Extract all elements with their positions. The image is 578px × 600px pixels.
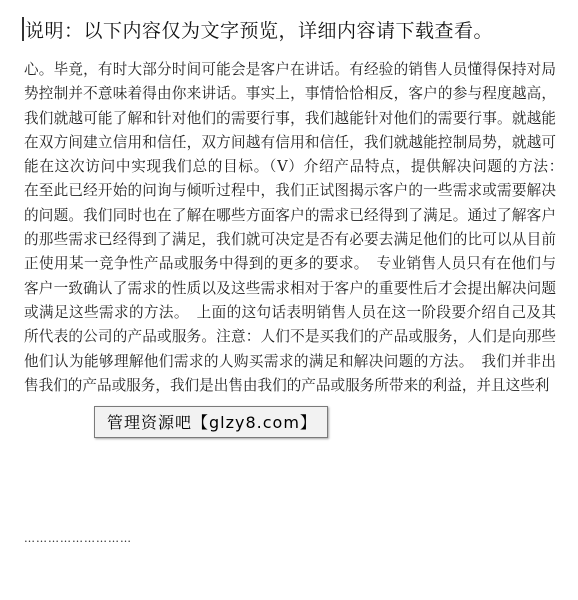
text-cursor [22,17,24,41]
preview-notice-text: 说明：以下内容仅为文字预览，详细内容请下载查看。 [25,19,494,42]
body-paragraph: 心。毕竟，有时大部分时间可能会是客户在讲话。有经验的销售人员懂得保持对局势控制并不意味着得由你来讲话。事实上，事情恰恰相反，客户的参与程度越高，我们就越可能了解和针对他们的需要行事，我们越能针对他们的需要行事。就越能在双方间建立信用和信任，双方间越有信用和信任，我们就越能控制局势，就越可能在这次访问中实现我们总的目标。（V）介绍产品特点，提供解决问题的方法： 在至此已经开始的问询与倾听过程中，我们正试图揭示客户的一些需求或需要解决的问题。我们同时也在了解在哪些方面客户的需求已经得到了满足。通过了解客户的那些需求已经得到了满足，我们就可决定是否有必要去满足他们的比可以从目前正使用某一竞争性产品或服务中得到的更多的要求。 专业销售人员只有在他们与客户一致确认了需求的性质以及这些需求相对于客户的重要性后才会提出解决问题或满足这些需求的方法。 上面的这句话表明销售人员在这一阶段要介绍自己及其所代表的公司的产品或服务。注意：人们不是买我们的产品或服务，人们是向那些他们认为能够理解他们需求的人购买需求的满足和解决问题的方法。 我们并非出售我们的产品或服务，我们是出售由我们的产品或服务所带来的利益，并且这些利 [24,61,571,394]
document-body [24,58,571,398]
preview-notice-header [22,14,562,44]
site-watermark-label: 管理资源吧【glzy8.com】 [94,406,328,438]
continuation-ellipsis: ……………………… [24,532,132,545]
